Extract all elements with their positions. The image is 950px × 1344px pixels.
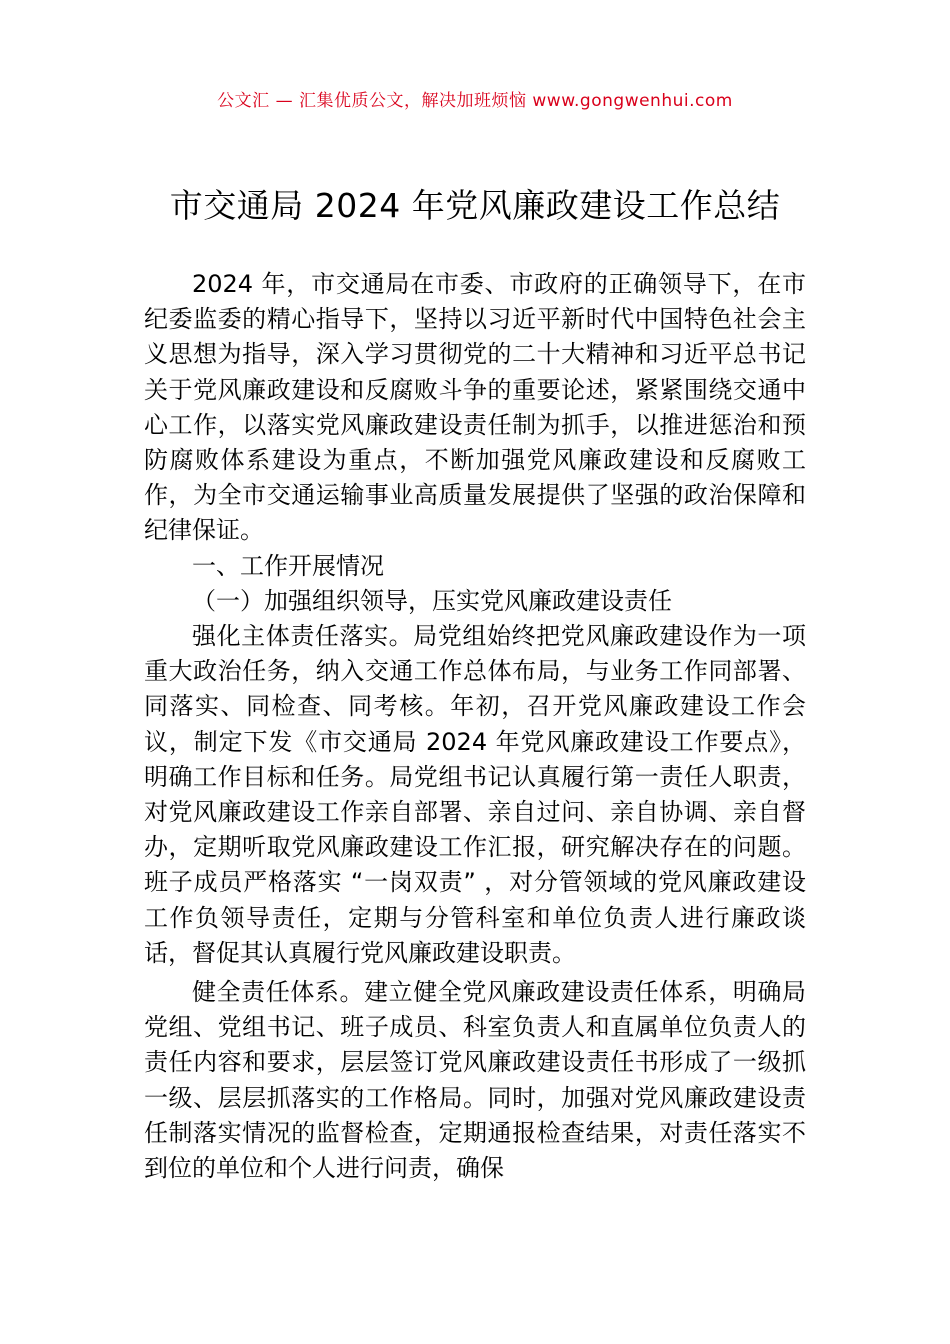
- document-body: [144, 267, 806, 1186]
- body-paragraph: 强化主体责任落实。局党组始终把党风廉政建设作为一项重大政治任务，纳入交通工作总体布局，与业务工作同部署、同落实、同检查、同考核。年初，召开党风廉政建设工作会议，制定下发《市交通局 2024 年党风廉政建设工作要点》，明确工作目标和任务。局党组书记认真履行第一责任人职责，对党风廉政建设工作亲自部署、亲自过问、亲自协调、亲自督办，定期听取党风廉政建设工作汇报，研究解决存在的问题。班子成员严格落实 “一岗双责” ，对分管领域的党风廉政建设工作负领导责任，定期与分管科室和单位负责人进行廉政谈话，督促其认真履行党风廉政建设职责。: [144, 622, 806, 967]
- section-heading: 一、工作开展情况: [192, 551, 384, 580]
- body-paragraph: 健全责任体系。建立健全党风廉政建设责任体系，明确局党组、党组书记、班子成员、科室负责人和直属单位负责人的责任内容和要求，层层签订党风廉政建设责任书形成了一级抓一级、层层抓落实的工作格局。同时，加强对党风廉政建设责任制落实情况的监督检查，定期通报检查结果，对责任落实不到位的单位和个人进行问责，确保: [144, 978, 806, 1183]
- subsection-heading: （一）加强组织领导，压实党风廉政建设责任: [192, 586, 672, 615]
- header-banner: 公文汇 — 汇集优质公文，解决加班烦恼 www.gongwenhui.com: [217, 91, 733, 111]
- document-title: 市交通局 2024 年党风廉政建设工作总结: [169, 186, 781, 225]
- intro-paragraph: 2024 年，市交通局在市委、市政府的正确领导下，在市纪委监委的精心指导下，坚持以习近平新时代中国特色社会主义思想为指导，深入学习贯彻党的二十大精神和习近平总书记关于党风廉政建设和反腐败斗争的重要论述，紧紧围绕交通中心工作，以落实党风廉政建设责任制为抓手，以推进惩治和预防腐败体系建设为重点，不断加强党风廉政建设和反腐败工作，为全市交通运输事业高质量发展提供了坚强的政治保障和纪律保证。: [144, 270, 806, 545]
